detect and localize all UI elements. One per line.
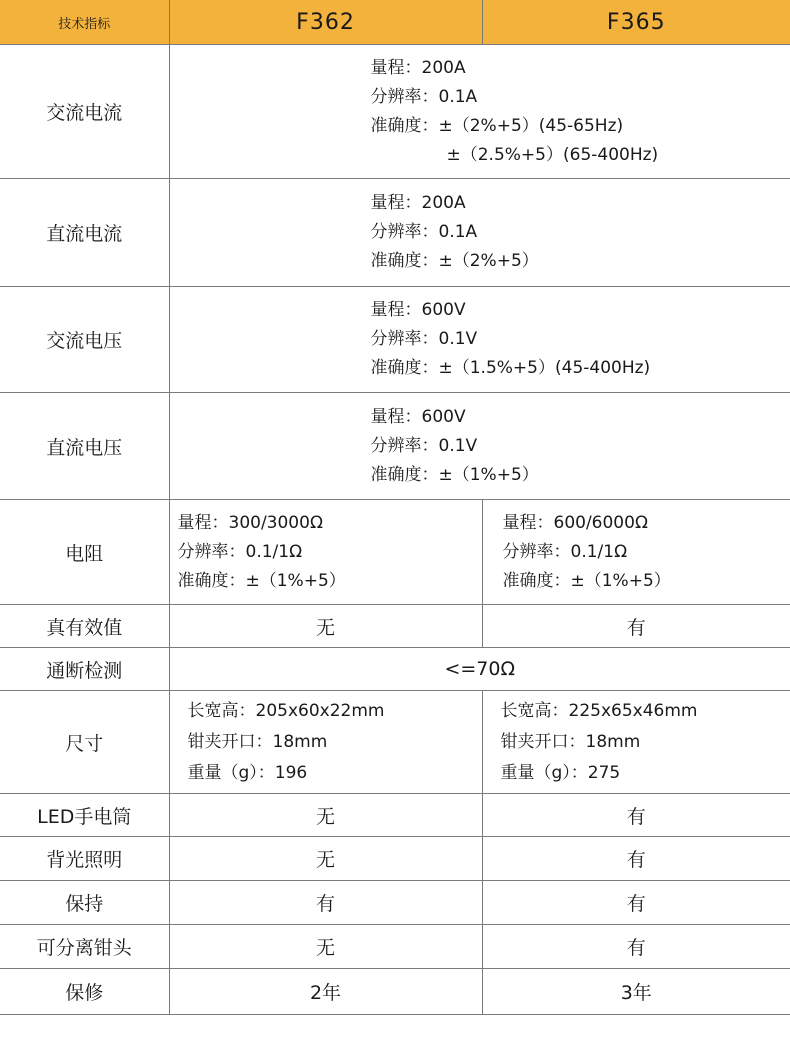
row-backlight [0, 837, 790, 881]
row-resistance [0, 500, 790, 605]
size-f365-spec [482, 691, 790, 794]
ac-voltage-range: 量程：600V [370, 300, 466, 320]
row-ac-current [0, 45, 790, 179]
header-row [0, 0, 790, 45]
dc-current-spec [169, 179, 790, 287]
dc-current-accuracy: 准确度：±（2%+5） [370, 251, 539, 271]
dc-current-range: 量程：200A [370, 193, 466, 213]
row-true-rms [0, 605, 790, 648]
size-f362-spec [169, 691, 482, 794]
ac-current-spec [169, 45, 790, 179]
row-size [0, 691, 790, 794]
warranty-f365: 3年 [482, 969, 790, 1015]
resistance-f362-spec [169, 500, 482, 605]
hold-f365: 有 [482, 881, 790, 925]
resistance-f365-range: 量程：600/6000Ω [502, 512, 648, 533]
dc-current-label: 直流电流 [0, 179, 169, 287]
dc-voltage-resolution: 分辨率：0.1V [370, 435, 478, 456]
led-flashlight-f362: 无 [169, 794, 482, 837]
ac-voltage-spec [169, 287, 790, 393]
hold-label: 保持 [0, 881, 169, 925]
row-dc-current [0, 179, 790, 287]
size-f365-weight: 重量（g）：275 [500, 762, 621, 783]
ac-voltage-accuracy: 准确度：±（1.5%+5）(45-400Hz) [370, 358, 651, 378]
resistance-f362-range: 量程：300/3000Ω [177, 512, 323, 533]
row-detachable-jaw [0, 925, 790, 969]
true-rms-f362: 无 [169, 605, 482, 648]
continuity-value: <=70Ω [169, 648, 790, 691]
resistance-f362-accuracy: 准确度：±（1%+5） [177, 570, 346, 591]
ac-current-range: 量程：200A [370, 57, 466, 78]
size-f365-dimensions: 长宽高：225x65x46mm [500, 700, 698, 721]
size-f365-jaw-opening: 钳夹开口：18mm [500, 731, 641, 752]
resistance-f365-accuracy: 准确度：±（1%+5） [502, 570, 671, 591]
ac-current-label: 交流电流 [0, 45, 169, 179]
model-f365-header: F365 [482, 0, 790, 45]
size-f362-weight: 重量（g）：196 [187, 762, 308, 783]
led-flashlight-label: LED手电筒 [0, 794, 169, 837]
row-led-flashlight [0, 794, 790, 837]
detachable-jaw-f365: 有 [482, 925, 790, 969]
spec-column-header: 技术指标 [0, 0, 169, 45]
row-hold [0, 881, 790, 925]
continuity-label: 通断检测 [0, 648, 169, 691]
led-flashlight-f365: 有 [482, 794, 790, 837]
ac-voltage-resolution: 分辨率：0.1V [370, 329, 478, 349]
backlight-f362: 无 [169, 837, 482, 881]
row-warranty [0, 969, 790, 1015]
dc-current-resolution: 分辨率：0.1A [370, 222, 478, 242]
warranty-f362: 2年 [169, 969, 482, 1015]
true-rms-label: 真有效值 [0, 605, 169, 648]
ac-current-accuracy-2: ±（2.5%+5）(65-400Hz) [446, 144, 659, 165]
size-f362-jaw-opening: 钳夹开口：18mm [187, 731, 328, 752]
row-dc-voltage [0, 393, 790, 500]
size-label: 尺寸 [0, 691, 169, 794]
row-continuity [0, 648, 790, 691]
backlight-f365: 有 [482, 837, 790, 881]
model-f362-header: F362 [169, 0, 482, 45]
resistance-f362-resolution: 分辨率：0.1/1Ω [177, 541, 303, 562]
ac-current-accuracy-1: 准确度：±（2%+5）(45-65Hz) [370, 115, 624, 136]
ac-current-resolution: 分辨率：0.1A [370, 86, 478, 107]
resistance-f365-spec [482, 500, 790, 605]
dc-voltage-spec [169, 393, 790, 500]
resistance-label: 电阻 [0, 500, 169, 605]
size-f362-dimensions: 长宽高：205x60x22mm [187, 700, 385, 721]
dc-voltage-accuracy: 准确度：±（1%+5） [370, 464, 539, 485]
hold-f362: 有 [169, 881, 482, 925]
dc-voltage-range: 量程：600V [370, 406, 466, 427]
dc-voltage-label: 直流电压 [0, 393, 169, 500]
detachable-jaw-f362: 无 [169, 925, 482, 969]
row-ac-voltage [0, 287, 790, 393]
ac-voltage-label: 交流电压 [0, 287, 169, 393]
warranty-label: 保修 [0, 969, 169, 1015]
detachable-jaw-label: 可分离钳头 [0, 925, 169, 969]
resistance-f365-resolution: 分辨率：0.1/1Ω [502, 541, 628, 562]
backlight-label: 背光照明 [0, 837, 169, 881]
true-rms-f365: 有 [482, 605, 790, 648]
